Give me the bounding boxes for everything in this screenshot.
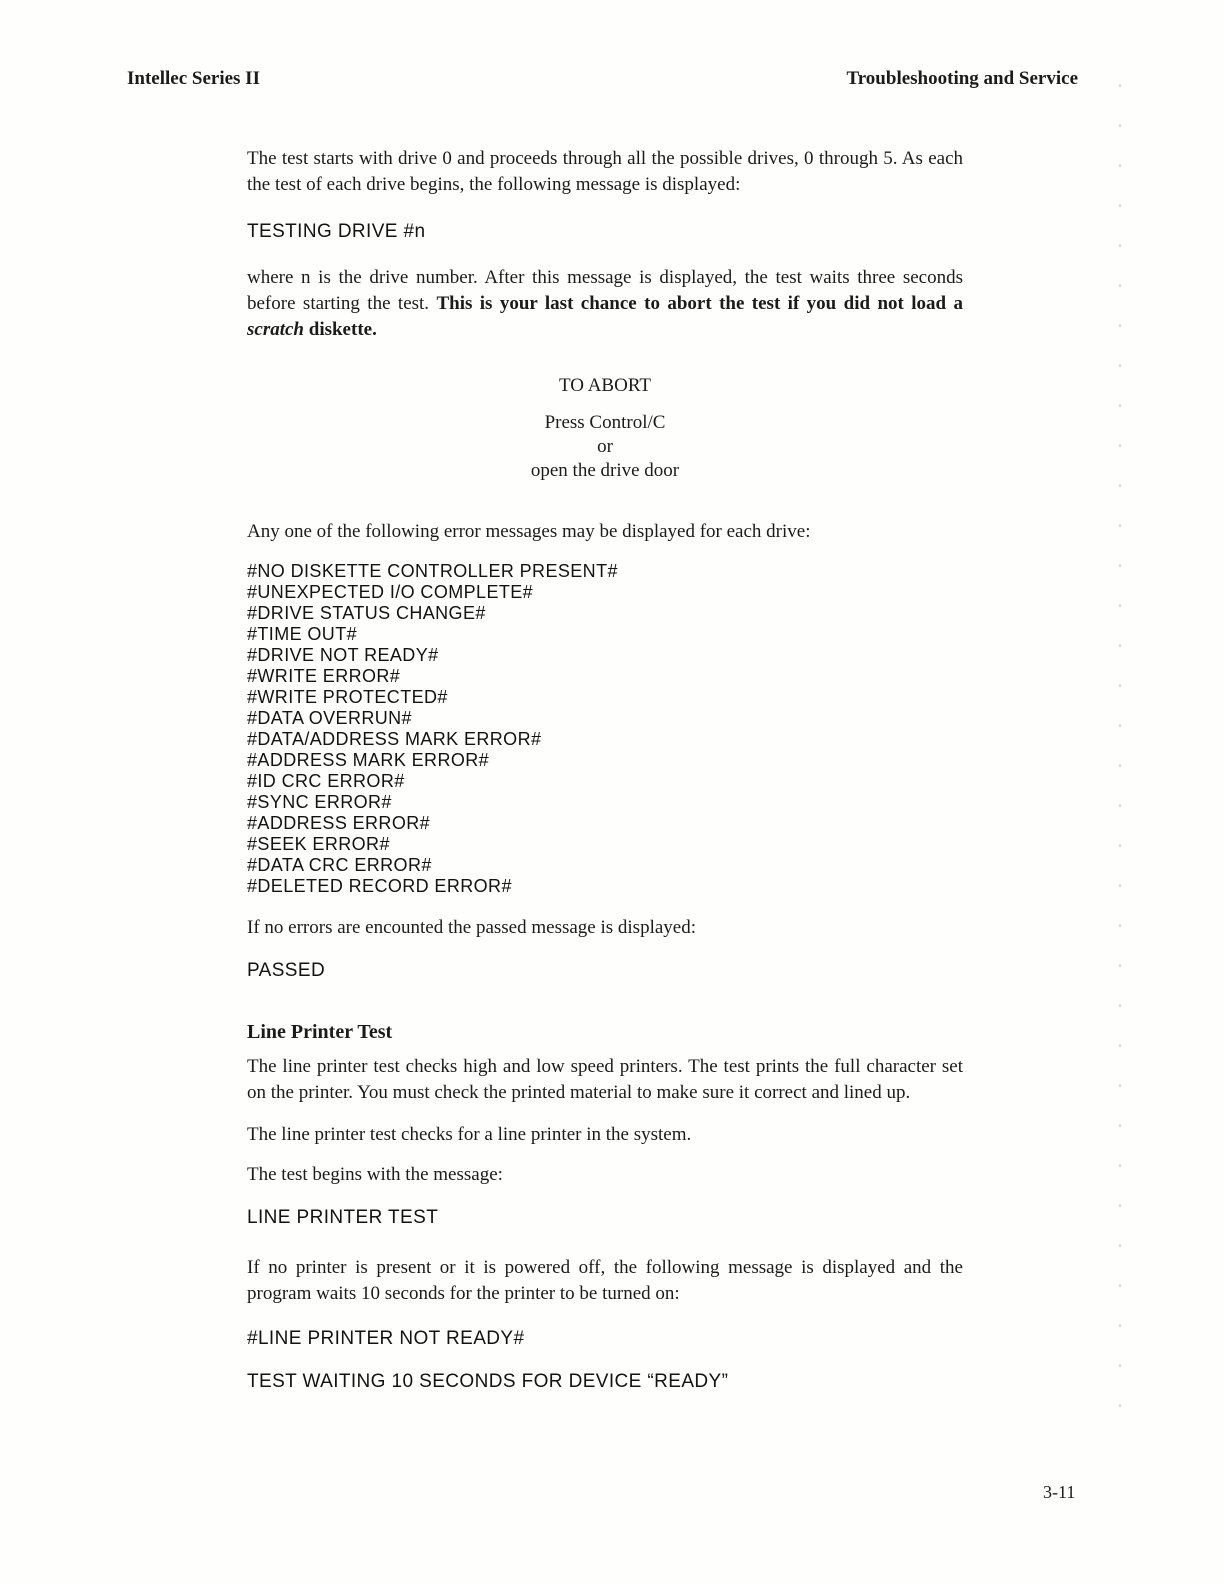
error-message: #ADDRESS MARK ERROR#: [247, 750, 490, 770]
text-run-bold-italic: scratch: [247, 319, 304, 340]
paragraph-line-printer-1: The line printer test checks high and low speed printers. The test prints the full character set on the printer. You must check the printed material to make sure it correct and lined up.: [247, 1056, 963, 1103]
error-message: #DELETED RECORD ERROR#: [247, 876, 512, 896]
page-body: [247, 146, 963, 1395]
error-message: #ID CRC ERROR#: [247, 771, 405, 791]
error-message: #NO DISKETTE CONTROLLER PRESENT#: [247, 561, 618, 581]
paragraph-line-printer-3: The test begins with the message:: [247, 1164, 503, 1185]
error-message-list: [247, 561, 963, 897]
page-number: 3-11: [1043, 1482, 1076, 1502]
console-message-test-waiting: TEST WAITING 10 SECONDS FOR DEVICE “READY”: [247, 1371, 729, 1392]
abort-instruction-line-3: open the drive door: [530, 460, 680, 481]
abort-instructions: [247, 411, 963, 483]
error-message: #DATA CRC ERROR#: [247, 855, 432, 875]
paragraph-abort-warning: [247, 265, 963, 343]
paragraph-error-intro: Any one of the following error messages may be displayed for each drive:: [247, 521, 811, 542]
header-left-title: Intellec Series II: [127, 68, 260, 89]
running-header: [127, 68, 1078, 90]
error-message: #TIME OUT#: [247, 624, 358, 644]
error-message: #WRITE ERROR#: [247, 666, 401, 686]
error-message: #DATA/ADDRESS MARK ERROR#: [247, 729, 542, 749]
console-message-line-printer-test: LINE PRINTER TEST: [247, 1207, 439, 1228]
error-message: #DRIVE NOT READY#: [247, 645, 439, 665]
section-heading-line-printer-test: Line Printer Test: [247, 1021, 393, 1043]
text-run-normal: where n is the drive number. After this message is displayed, the test waits three seconds before starting the test.: [247, 267, 963, 314]
console-message-passed: PASSED: [247, 960, 326, 981]
paragraph-line-printer-2: The line printer test checks for a line printer in the system.: [247, 1124, 692, 1145]
error-message: #SEEK ERROR#: [247, 834, 390, 854]
abort-instruction-line-2: or: [597, 436, 613, 457]
abort-instruction-line-1: Press Control/C: [544, 412, 666, 433]
paragraph-test-start: The test starts with drive 0 and proceeds through all the possible drives, 0 through 5. As each the test of each drive begins, the following message is displayed:: [247, 148, 963, 195]
console-message-testing-drive: TESTING DRIVE #n: [247, 221, 426, 242]
error-message: #DATA OVERRUN#: [247, 708, 412, 728]
error-message: #DRIVE STATUS CHANGE#: [247, 603, 486, 623]
text-run-bold: This is your last chance to abort the test if you did not load a: [436, 293, 963, 314]
paragraph-line-printer-4: If no printer is present or it is powered off, the following message is displayed and the program waits 10 seconds for the printer to be turned on:: [247, 1257, 963, 1304]
error-message: #SYNC ERROR#: [247, 792, 392, 812]
paragraph-passed-intro: If no errors are encounted the passed message is displayed:: [247, 917, 696, 938]
abort-title: TO ABORT: [559, 375, 651, 396]
text-run-bold-tail: diskette.: [304, 319, 377, 340]
scan-artifact-line: [1119, 84, 1121, 1434]
error-message: #ADDRESS ERROR#: [247, 813, 431, 833]
error-message: #UNEXPECTED I/O COMPLETE#: [247, 582, 534, 602]
error-message: #WRITE PROTECTED#: [247, 687, 448, 707]
header-right-title: Troubleshooting and Service: [846, 68, 1078, 89]
console-message-printer-not-ready: #LINE PRINTER NOT READY#: [247, 1328, 525, 1349]
